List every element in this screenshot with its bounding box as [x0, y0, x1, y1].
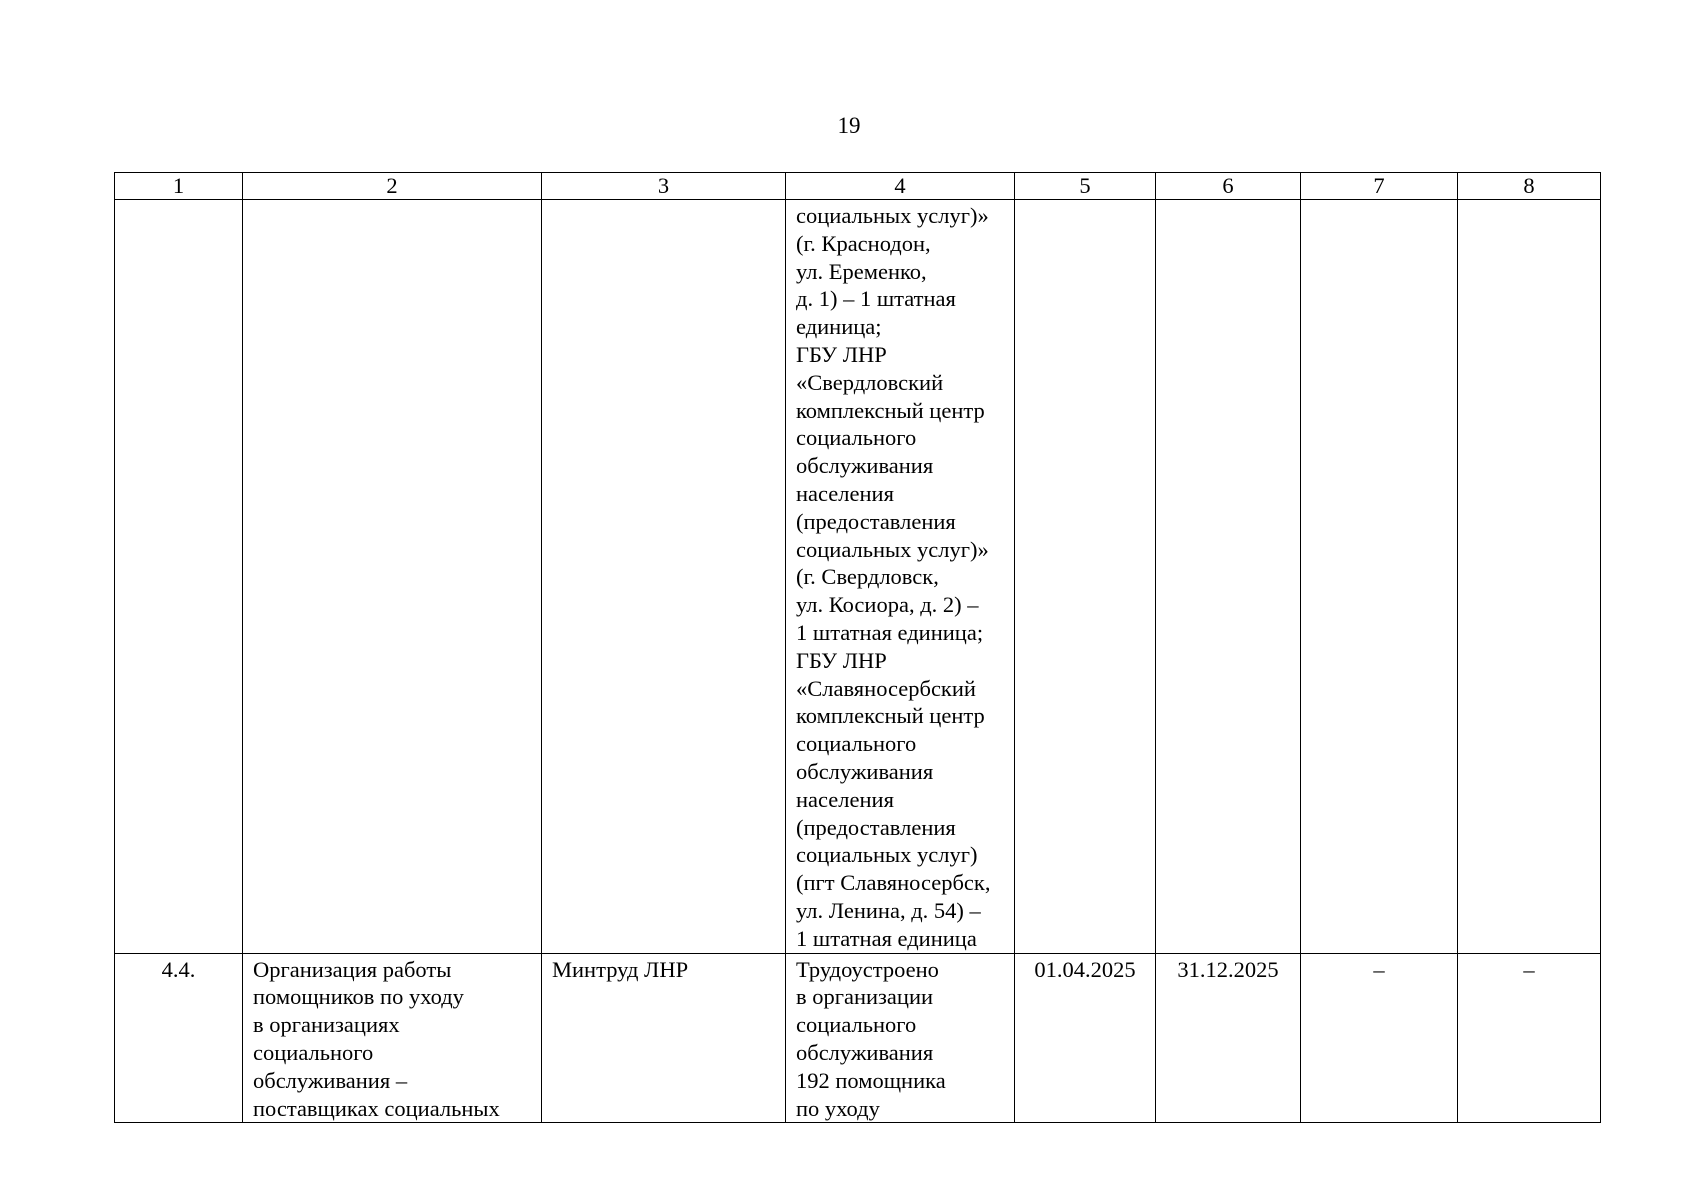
- continuation-result-line: ул. Косиора, д. 2) –: [796, 592, 979, 618]
- result-line: Трудоустроено: [796, 956, 939, 982]
- table-row-4-4: [115, 953, 1601, 1123]
- continuation-result-line: (предоставления: [796, 508, 956, 534]
- continuation-result-line: 1 штатная единица: [796, 925, 977, 951]
- result-line: социального: [796, 1012, 917, 1038]
- continuation-result-line: (предоставления: [796, 814, 956, 840]
- continuation-result-line: социального: [796, 731, 917, 757]
- result-line: обслуживания: [796, 1039, 934, 1065]
- measure-name-cell: [243, 953, 542, 1123]
- continuation-result-line: единица;: [796, 314, 882, 340]
- start-date: 01.04.2025: [1034, 956, 1136, 982]
- measures-table: [114, 172, 1601, 1123]
- continuation-result-line: ул. Еременко,: [796, 258, 927, 284]
- measure-name-line: поставщиках социальных: [253, 1095, 500, 1121]
- measure-name-line: социального: [253, 1039, 374, 1065]
- result-cell: [786, 953, 1015, 1123]
- continuation-result-line: населения: [796, 480, 894, 506]
- continuation-row: [115, 200, 1601, 954]
- continuation-result-line: комплексный центр: [796, 397, 985, 423]
- continuation-result-line: обслуживания: [796, 758, 934, 784]
- start-date-cell: [1015, 953, 1156, 1123]
- continuation-result-line: социальных услуг)»: [796, 536, 989, 562]
- executor-text: Минтруд ЛНР: [552, 956, 689, 982]
- continuation-cell-7: [1301, 200, 1458, 954]
- end-date-cell: [1156, 953, 1301, 1123]
- continuation-result-line: «Свердловский: [796, 369, 944, 395]
- continuation-result-line: д. 1) – 1 штатная: [796, 286, 956, 312]
- continuation-result-line: ГБУ ЛНР: [796, 647, 887, 673]
- continuation-result-line: обслуживания: [796, 453, 934, 479]
- measure-name-line: Организация работы: [253, 956, 452, 982]
- continuation-cell-1: [115, 200, 243, 954]
- column-number-7: 7: [1301, 173, 1458, 200]
- result-text: [796, 954, 1004, 1123]
- continuation-result-line: 1 штатная единица;: [796, 619, 984, 645]
- column-number-2: 2: [243, 173, 542, 200]
- continuation-cell-8: [1458, 200, 1601, 954]
- continuation-cell-2: [243, 200, 542, 954]
- column-number-4: 4: [786, 173, 1015, 200]
- row-number: 4.4.: [161, 956, 196, 982]
- measure-name-line: в организациях: [253, 1012, 400, 1038]
- continuation-result-line: социальных услуг): [796, 842, 978, 868]
- continuation-result-line: социального: [796, 425, 917, 451]
- column-number-row: [115, 173, 1601, 200]
- continuation-result-line: социальных услуг)»: [796, 203, 989, 228]
- result-line: 192 помощника: [796, 1067, 946, 1093]
- continuation-result-line: (г. Свердловск,: [796, 564, 939, 590]
- executor-cell: [542, 953, 786, 1123]
- continuation-cell-5: [1015, 200, 1156, 954]
- page-number: 19: [837, 113, 861, 138]
- continuation-result-line: (пгт Славяносербск,: [796, 870, 991, 896]
- column-number-1: 1: [115, 173, 243, 200]
- row-number-cell: [115, 953, 243, 1123]
- continuation-cell-4: [786, 200, 1015, 954]
- column-number-6: 6: [1156, 173, 1301, 200]
- continuation-result-text: [796, 200, 1004, 953]
- column-8-cell: [1458, 953, 1601, 1123]
- column-7-dash: –: [1373, 956, 1385, 982]
- continuation-cell-6: [1156, 200, 1301, 954]
- continuation-result-line: ГБУ ЛНР: [796, 341, 887, 367]
- end-date: 31.12.2025: [1177, 956, 1279, 982]
- continuation-result-line: ул. Ленина, д. 54) –: [796, 897, 981, 923]
- column-number-3: 3: [542, 173, 786, 200]
- measure-name-line: обслуживания –: [253, 1067, 408, 1093]
- result-line: по уходу: [796, 1095, 880, 1121]
- continuation-cell-3: [542, 200, 786, 954]
- column-number-8: 8: [1458, 173, 1601, 200]
- measure-name-text: [253, 954, 531, 1123]
- result-line: в организации: [796, 984, 934, 1010]
- continuation-result-line: населения: [796, 786, 894, 812]
- measure-name-line: помощников по уходу: [253, 984, 464, 1010]
- continuation-result-line: «Славяносербский: [796, 675, 976, 701]
- column-number-5: 5: [1015, 173, 1156, 200]
- column-8-dash: –: [1523, 956, 1535, 982]
- continuation-result-line: комплексный центр: [796, 703, 985, 729]
- column-7-cell: [1301, 953, 1458, 1123]
- continuation-result-line: (г. Краснодон,: [796, 230, 931, 256]
